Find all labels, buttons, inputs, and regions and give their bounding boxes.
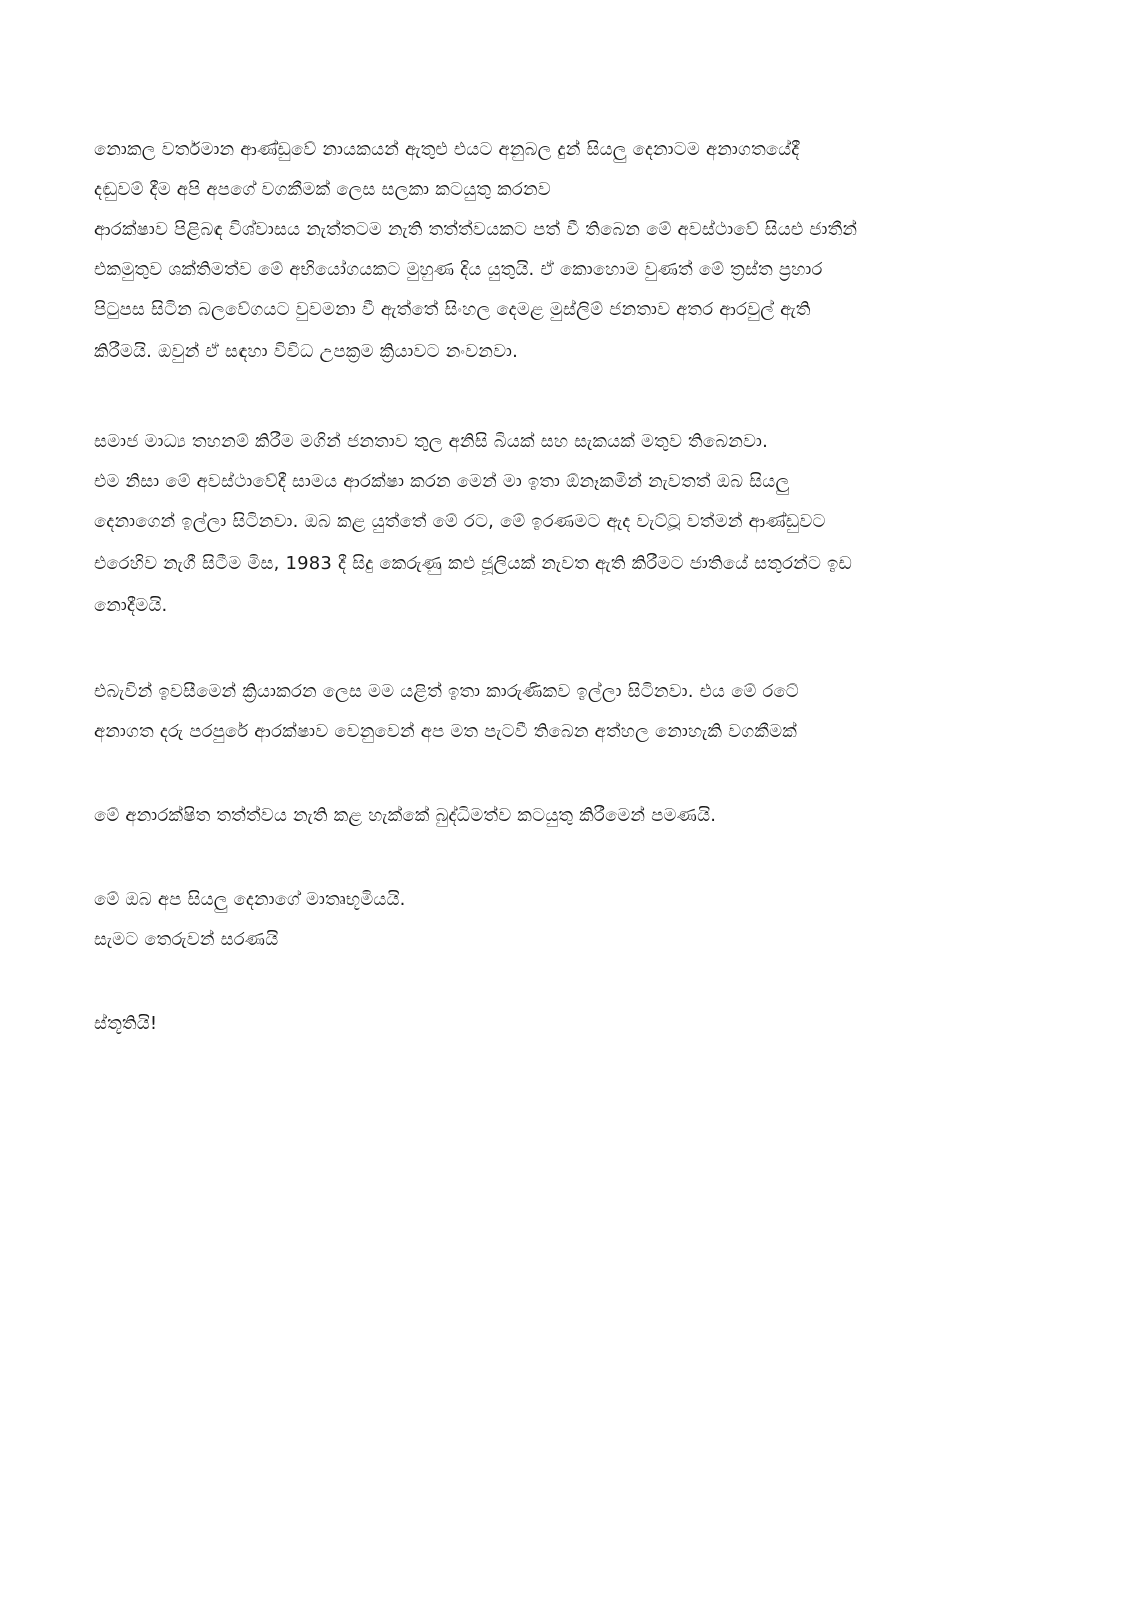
paragraph-2-line-5: නොදීමයි.: [94, 595, 168, 616]
paragraph-1-line-1: නොකල වර්තමාන ආණ්ඩුවේ නායකයන් ඇතුළු එයට අනුබල දුන් සියලු දෙනාටම අනාගතයේදී: [94, 139, 800, 160]
thank-you-line: ස්තූතියි!: [94, 1013, 158, 1034]
paragraph-2-line-3: දෙනාගෙන් ඉල්ලා සිටිනවා. ඔබ කළ යුත්තේ මේ රට, මේ ඉරණමට ඇද වැට්ටූ වත්මන් ආණ්ඩුවට: [94, 511, 826, 532]
paragraph-2-line-4: එරෙහිව නැගී සිටීම මිස, 1983 දී සිදු කෙරුණු කළු ජූලියක් නැවත ඇති කිරීමට ජාතියේ සතුරන්ට ඉඩ: [94, 553, 853, 574]
paragraph-4-line-1: මේ අනාරක්ෂිත තත්ත්වය නැති කළ හැක්කේ බුද්ධිමත්ව කටයුතු කිරීමෙන් පමණයි.: [94, 805, 717, 826]
paragraph-1-line-5: පිටුපස සිටින බලවේගයට වුවමනා වී ඇත්තේ සිංහල දෙමළ මුස්ලිම් ජනතාව අතර ආරවුල් ඇති: [94, 299, 811, 320]
paragraph-3-line-1: එබැවින් ඉවසීමෙන් ක්‍රියාකරන ලෙස මම යළිත් ඉතා කාරුණිකව ඉල්ලා සිටිනවා. එය මේ රටේ: [94, 681, 799, 702]
paragraph-2-line-2: එම නිසා මේ අවස්ථාවේදී සාමය ආරක්ෂා කරන මෙන් මා ඉතා ඕනෑකමින් නැවතත් ඔබ සියලු: [94, 471, 790, 492]
paragraph-3-line-2: අනාගත දරු පරපුරේ ආරක්ෂාව වෙනුවෙන් අප මත පැටවී තිබෙන අත්හල නොහැකි වගකීමක්: [94, 721, 798, 742]
paragraph-2-line-1: සමාජ මාධ්‍ය තහනම් කිරීම මගින් ජනතාව තුල අනිසි බියක් සහ සැකයක් මතුව තිබෙනවා.: [94, 431, 768, 452]
paragraph-1-line-2: දඬුවම් දීම අපි අපගේ වගකීමක් ලෙස සලකා කටයුතු කරනව: [94, 179, 551, 200]
paragraph-1-line-3: ආරක්ෂාව පිළිබඳ විශ්වාසය නැත්තටම නැති තත්ත්වයකට පත් වී තිබෙන මේ අවස්ථාවේ සියළු ජාතීන්: [94, 219, 858, 240]
closing-line-1: මේ ඔබ අප සියලු දෙනාගේ මාතෘභූමියයි.: [94, 889, 406, 910]
paragraph-1-line-4: එකමුතුව ශක්තිමත්ව මේ අභියෝගයකට මුහුණ දිය යුතුයි. ඒ කොහොම වුණත් මේ ත්‍රස්ත ප්‍රහාර: [94, 259, 823, 280]
closing-line-2: සැමට තෙරුවන් සරණයි: [94, 929, 279, 950]
paragraph-1-line-6: කිරීමයි. ඔවුන් ඒ සඳහා විවිධ උපක්‍රම ක්‍රියාවට නංවනවා.: [94, 341, 519, 362]
